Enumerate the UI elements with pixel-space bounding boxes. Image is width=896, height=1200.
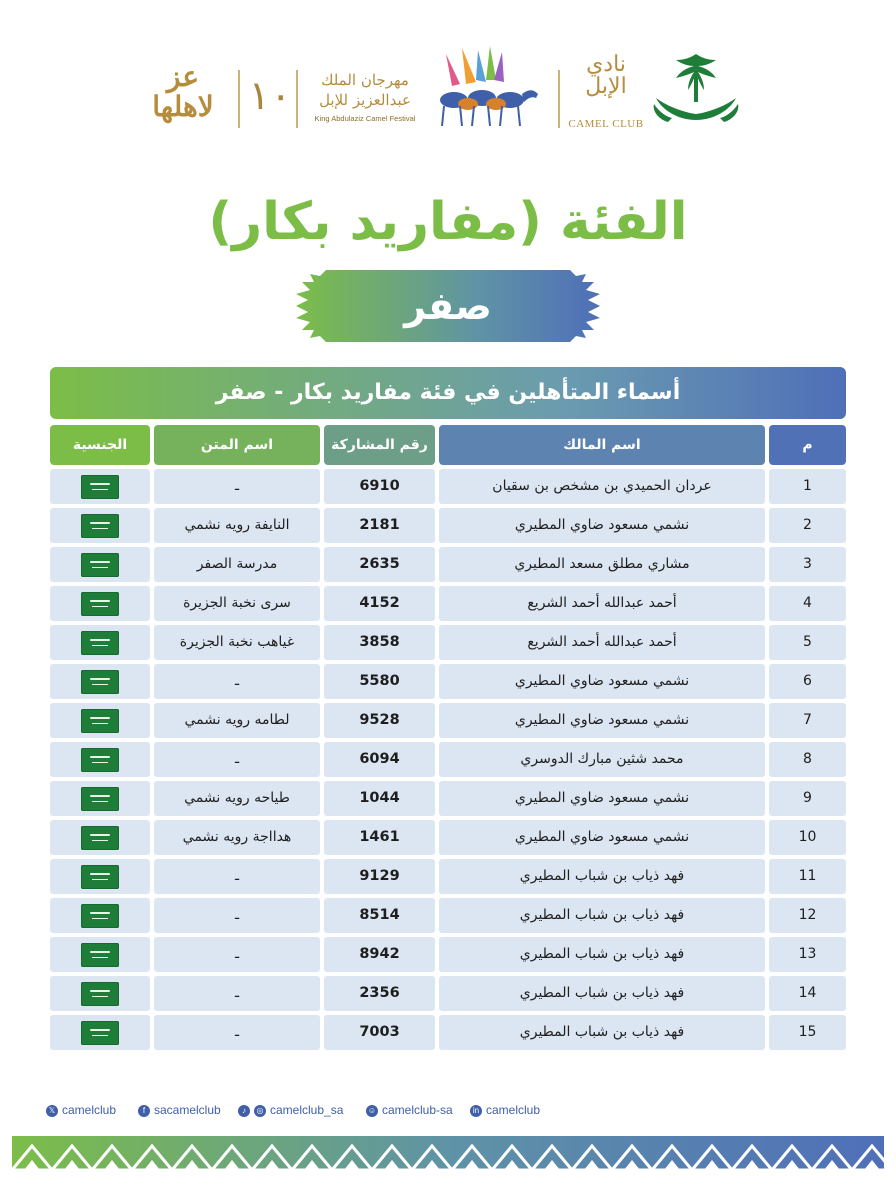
table-row <box>50 859 846 894</box>
row-nationality <box>50 508 150 543</box>
row-participation-number: 2181 <box>324 508 435 543</box>
row-nationality <box>50 625 150 660</box>
row-owner-name: أحمد عبدالله أحمد الشريع <box>439 586 765 621</box>
table-row <box>50 664 846 699</box>
table-row <box>50 586 846 621</box>
row-nationality <box>50 469 150 504</box>
row-participation-number: 1461 <box>324 820 435 855</box>
slogan-logo: عز لاهلها <box>152 60 214 123</box>
header-logos <box>0 40 896 140</box>
row-participation-number: 8514 <box>324 898 435 933</box>
row-mount-name: غياهب نخبة الجزيرة <box>154 625 320 660</box>
saudi-flag-icon <box>81 514 119 538</box>
palm-swords-emblem-icon <box>650 48 742 134</box>
row-owner-name: نشمي مسعود ضاوي المطيري <box>439 781 765 816</box>
row-index: 3 <box>769 547 846 582</box>
column-header-owner: اسم المالك <box>439 425 765 465</box>
row-owner-name: فهد ذياب بن شباب المطيري <box>439 1015 765 1050</box>
row-index: 7 <box>769 703 846 738</box>
instagram-icon: ◎ <box>254 1105 266 1117</box>
saudi-flag-icon <box>81 787 119 811</box>
row-index: 2 <box>769 508 846 543</box>
table-body <box>50 469 846 1054</box>
saudi-flag-icon <box>81 904 119 928</box>
row-mount-name: ـ <box>154 1015 320 1050</box>
row-nationality <box>50 781 150 816</box>
festival-logo-arabic: مهرجان الملك عبدالعزيز للإبل <box>319 71 411 109</box>
subtitle-text: صفر <box>404 284 492 328</box>
row-index: 1 <box>769 469 846 504</box>
row-index: 15 <box>769 1015 846 1050</box>
row-mount-name: النايفة رويه نشمي <box>154 508 320 543</box>
row-participation-number: 7003 <box>324 1015 435 1050</box>
row-mount-name: سرى نخبة الجزيرة <box>154 586 320 621</box>
subtitle-banner <box>296 270 600 342</box>
row-nationality <box>50 547 150 582</box>
row-nationality <box>50 1015 150 1050</box>
row-index: 9 <box>769 781 846 816</box>
saudi-flag-icon <box>81 631 119 655</box>
row-nationality <box>50 742 150 777</box>
saudi-flag-icon <box>81 670 119 694</box>
row-participation-number: 4152 <box>324 586 435 621</box>
camel-club-logo-arabic: نادي الإبل <box>585 52 627 99</box>
table-row <box>50 742 846 777</box>
divider <box>558 70 560 128</box>
row-mount-name: ـ <box>154 664 320 699</box>
social-link-linkedin[interactable]: in camelclub <box>470 1100 540 1120</box>
tiktok-icon: ♪ <box>238 1105 250 1117</box>
row-nationality <box>50 586 150 621</box>
table-heading: أسماء المتأهلين في فئة مفاريد بكار - صفر <box>50 367 846 419</box>
row-index: 6 <box>769 664 846 699</box>
table-row <box>50 625 846 660</box>
row-index: 11 <box>769 859 846 894</box>
row-participation-number: 6910 <box>324 469 435 504</box>
row-mount-name: ـ <box>154 742 320 777</box>
row-participation-number: 2356 <box>324 976 435 1011</box>
row-owner-name: نشمي مسعود ضاوي المطيري <box>439 664 765 699</box>
saudi-flag-icon <box>81 982 119 1006</box>
row-participation-number: 9129 <box>324 859 435 894</box>
row-participation-number: 9528 <box>324 703 435 738</box>
column-header-index: م <box>769 425 846 465</box>
table-row <box>50 703 846 738</box>
row-participation-number: 1044 <box>324 781 435 816</box>
row-owner-name: فهد ذياب بن شباب المطيري <box>439 859 765 894</box>
row-nationality <box>50 820 150 855</box>
saudi-flag-icon <box>81 865 119 889</box>
row-mount-name: ـ <box>154 898 320 933</box>
row-owner-name: نشمي مسعود ضاوي المطيري <box>439 508 765 543</box>
table-row <box>50 781 846 816</box>
column-header-nationality: الجنسية <box>50 425 150 465</box>
saudi-flag-icon <box>81 826 119 850</box>
table-row <box>50 820 846 855</box>
social-links <box>40 1100 600 1120</box>
page-title: الفئة (مفاريد بكار) <box>208 192 688 252</box>
x-icon: 𝕏 <box>46 1105 58 1117</box>
row-participation-number: 6094 <box>324 742 435 777</box>
row-nationality <box>50 898 150 933</box>
row-mount-name: ـ <box>154 937 320 972</box>
snapchat-icon: ☺ <box>367 1105 377 1115</box>
edition-number: ١٠ <box>248 73 292 119</box>
row-owner-name: فهد ذياب بن شباب المطيري <box>439 898 765 933</box>
saudi-flag-icon <box>81 943 119 967</box>
social-link-tiktok-instagram[interactable]: ♪ ◎ camelclub_sa <box>238 1100 343 1120</box>
row-owner-name: أحمد عبدالله أحمد الشريع <box>439 625 765 660</box>
row-owner-name: مشاري مطلق مسعد المطيري <box>439 547 765 582</box>
row-mount-name: ـ <box>154 976 320 1011</box>
saudi-flag-icon <box>81 709 119 733</box>
row-owner-name: فهد ذياب بن شباب المطيري <box>439 976 765 1011</box>
table-row <box>50 469 846 504</box>
divider <box>238 70 240 128</box>
social-link-snapchat[interactable]: ☺ camelclub-sa <box>367 1103 453 1117</box>
row-nationality <box>50 937 150 972</box>
saudi-flag-icon <box>81 1021 119 1045</box>
linkedin-icon: in <box>470 1105 482 1117</box>
saudi-flag-icon <box>81 475 119 499</box>
row-mount-name: طياحه رويه نشمي <box>154 781 320 816</box>
row-owner-name: فهد ذياب بن شباب المطيري <box>439 937 765 972</box>
row-participation-number: 2635 <box>324 547 435 582</box>
row-owner-name: نشمي مسعود ضاوي المطيري <box>439 703 765 738</box>
row-mount-name: مدرسة الصفر <box>154 547 320 582</box>
row-index: 13 <box>769 937 846 972</box>
table-row <box>50 976 846 1011</box>
row-participation-number: 8942 <box>324 937 435 972</box>
row-owner-name: محمد شثين مبارك الدوسري <box>439 742 765 777</box>
row-participation-number: 3858 <box>324 625 435 660</box>
row-mount-name: ـ <box>154 859 320 894</box>
camel-club-logo-english: CAMEL CLUB <box>568 118 644 130</box>
row-index: 4 <box>769 586 846 621</box>
row-index: 12 <box>769 898 846 933</box>
row-mount-name: لطامه رويه نشمي <box>154 703 320 738</box>
saudi-flag-icon <box>81 592 119 616</box>
row-participation-number: 5580 <box>324 664 435 699</box>
row-index: 5 <box>769 625 846 660</box>
divider <box>296 70 298 128</box>
row-nationality <box>50 976 150 1011</box>
saudi-flag-icon <box>81 553 119 577</box>
table-column-headers <box>50 425 846 465</box>
row-owner-name: عردان الحميدي بن مشخص بن سقيان <box>439 469 765 504</box>
row-nationality <box>50 859 150 894</box>
facebook-icon: f <box>138 1105 150 1117</box>
table-row <box>50 547 846 582</box>
row-mount-name: ـ <box>154 469 320 504</box>
table-row <box>50 508 846 543</box>
row-nationality <box>50 664 150 699</box>
row-mount-name: هدااجة رويه نشمي <box>154 820 320 855</box>
row-index: 14 <box>769 976 846 1011</box>
row-nationality <box>50 703 150 738</box>
table-row <box>50 1015 846 1050</box>
social-link-x[interactable]: 𝕏 camelclub <box>46 1100 116 1120</box>
row-index: 8 <box>769 742 846 777</box>
row-owner-name: نشمي مسعود ضاوي المطيري <box>439 820 765 855</box>
column-header-number: رقم المشاركة <box>324 425 435 465</box>
social-link-facebook[interactable]: f sacamelclub <box>138 1100 221 1120</box>
row-index: 10 <box>769 820 846 855</box>
table-row <box>50 937 846 972</box>
festival-camels-logo-icon <box>426 44 546 130</box>
festival-logo-english: King Abdulaziz Camel Festival <box>314 114 416 123</box>
saudi-flag-icon <box>81 748 119 772</box>
table-row <box>50 898 846 933</box>
column-header-mount: اسم المتن <box>154 425 320 465</box>
decorative-sadu-pattern <box>12 1136 884 1170</box>
